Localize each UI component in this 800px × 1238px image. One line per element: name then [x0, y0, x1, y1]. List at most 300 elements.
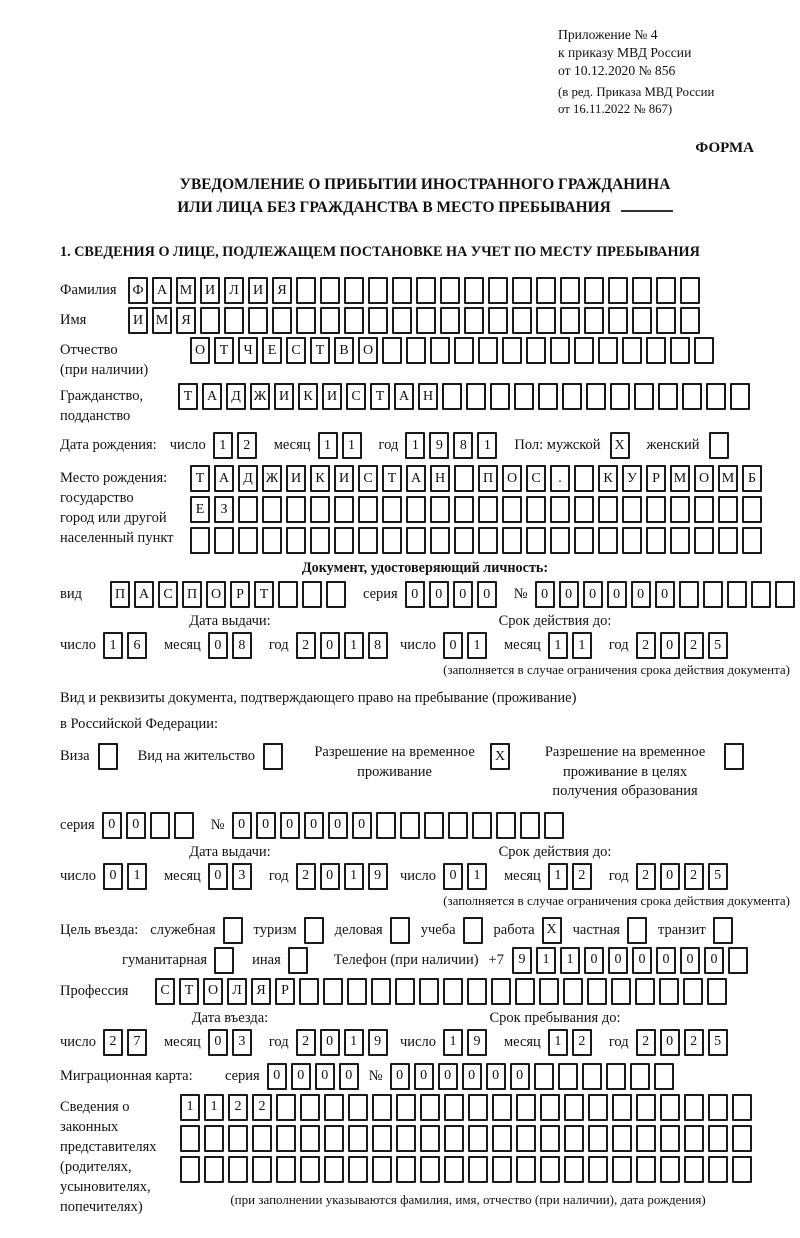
char-cell[interactable] — [684, 1125, 704, 1152]
char-cell[interactable]: 0 — [443, 632, 463, 659]
char-cell[interactable] — [558, 1063, 578, 1090]
char-cell[interactable] — [635, 978, 655, 1005]
char-cell[interactable]: 0 — [486, 1063, 506, 1090]
char-cell[interactable]: 1 — [344, 863, 364, 890]
char-cell[interactable]: К — [298, 383, 318, 410]
char-cell[interactable] — [420, 1156, 440, 1183]
char-cell[interactable] — [180, 1156, 200, 1183]
char-cell[interactable]: И — [286, 465, 306, 492]
char-cell[interactable] — [491, 978, 511, 1005]
char-cell[interactable] — [440, 277, 460, 304]
char-cell[interactable] — [588, 1094, 608, 1121]
char-cell[interactable] — [574, 465, 594, 492]
char-cell[interactable]: 0 — [390, 1063, 410, 1090]
char-cell[interactable]: 2 — [103, 1029, 123, 1056]
char-cell[interactable]: Ж — [250, 383, 270, 410]
checkbox-other[interactable] — [288, 947, 308, 974]
checkbox-temp-residence-edu[interactable] — [724, 743, 744, 770]
char-cell[interactable] — [646, 527, 666, 554]
char-cell[interactable] — [682, 383, 702, 410]
char-cell[interactable] — [467, 978, 487, 1005]
char-cell[interactable]: М — [670, 465, 690, 492]
char-cell[interactable]: 1 — [344, 1029, 364, 1056]
char-cell[interactable] — [454, 337, 474, 364]
char-cell[interactable] — [478, 496, 498, 523]
char-cell[interactable]: 8 — [368, 632, 388, 659]
char-cell[interactable] — [430, 337, 450, 364]
char-cell[interactable] — [454, 465, 474, 492]
char-cell[interactable] — [396, 1094, 416, 1121]
char-cell[interactable] — [492, 1094, 512, 1121]
char-cell[interactable] — [588, 1125, 608, 1152]
char-cell[interactable] — [416, 277, 436, 304]
char-cell[interactable] — [372, 1156, 392, 1183]
char-cell[interactable] — [472, 812, 492, 839]
char-cell[interactable] — [252, 1156, 272, 1183]
checkbox-official[interactable] — [223, 917, 243, 944]
char-cell[interactable]: Л — [224, 277, 244, 304]
char-cell[interactable] — [654, 1063, 674, 1090]
char-cell[interactable]: 0 — [632, 947, 652, 974]
char-cell[interactable] — [612, 1094, 632, 1121]
char-cell[interactable] — [622, 496, 642, 523]
char-cell[interactable]: П — [110, 581, 130, 608]
char-cell[interactable] — [444, 1125, 464, 1152]
char-cell[interactable] — [276, 1156, 296, 1183]
char-cell[interactable] — [660, 1125, 680, 1152]
checkbox-business[interactable] — [390, 917, 410, 944]
char-cell[interactable] — [564, 1156, 584, 1183]
char-cell[interactable] — [348, 1156, 368, 1183]
char-cell[interactable] — [440, 307, 460, 334]
char-cell[interactable]: Р — [646, 465, 666, 492]
char-cell[interactable] — [286, 496, 306, 523]
char-cell[interactable]: Т — [179, 978, 199, 1005]
char-cell[interactable] — [396, 1125, 416, 1152]
char-cell[interactable] — [430, 496, 450, 523]
char-cell[interactable]: 1 — [318, 432, 338, 459]
char-cell[interactable]: 7 — [127, 1029, 147, 1056]
char-cell[interactable] — [630, 1063, 650, 1090]
char-cell[interactable] — [296, 277, 316, 304]
char-cell[interactable]: 0 — [660, 632, 680, 659]
char-cell[interactable]: 0 — [583, 581, 603, 608]
char-cell[interactable] — [348, 1125, 368, 1152]
char-cell[interactable]: 0 — [680, 947, 700, 974]
char-cell[interactable] — [478, 337, 498, 364]
char-cell[interactable] — [324, 1125, 344, 1152]
char-cell[interactable]: 1 — [405, 432, 425, 459]
char-cell[interactable] — [534, 1063, 554, 1090]
char-cell[interactable] — [656, 307, 676, 334]
char-cell[interactable]: 0 — [584, 947, 604, 974]
char-cell[interactable] — [278, 581, 298, 608]
char-cell[interactable] — [324, 1094, 344, 1121]
char-cell[interactable] — [214, 527, 234, 554]
char-cell[interactable]: 0 — [631, 581, 651, 608]
checkbox-tourism[interactable] — [304, 917, 324, 944]
char-cell[interactable]: 1 — [204, 1094, 224, 1121]
char-cell[interactable]: 1 — [477, 432, 497, 459]
char-cell[interactable] — [296, 307, 316, 334]
char-cell[interactable] — [703, 581, 723, 608]
char-cell[interactable] — [636, 1094, 656, 1121]
char-cell[interactable] — [238, 496, 258, 523]
char-cell[interactable] — [606, 1063, 626, 1090]
char-cell[interactable]: 0 — [208, 1029, 228, 1056]
char-cell[interactable]: 2 — [636, 1029, 656, 1056]
checkbox-humanitarian[interactable] — [214, 947, 234, 974]
char-cell[interactable] — [574, 337, 594, 364]
char-cell[interactable] — [276, 1094, 296, 1121]
char-cell[interactable] — [300, 1125, 320, 1152]
char-cell[interactable]: 0 — [339, 1063, 359, 1090]
char-cell[interactable] — [490, 383, 510, 410]
char-cell[interactable]: 8 — [232, 632, 252, 659]
char-cell[interactable] — [502, 337, 522, 364]
char-cell[interactable]: 0 — [126, 812, 146, 839]
char-cell[interactable] — [708, 1094, 728, 1121]
char-cell[interactable] — [372, 1125, 392, 1152]
checkbox-private[interactable] — [627, 917, 647, 944]
char-cell[interactable]: 9 — [368, 1029, 388, 1056]
char-cell[interactable]: 0 — [352, 812, 372, 839]
char-cell[interactable]: А — [214, 465, 234, 492]
char-cell[interactable]: 5 — [708, 1029, 728, 1056]
char-cell[interactable]: И — [274, 383, 294, 410]
char-cell[interactable]: Т — [370, 383, 390, 410]
char-cell[interactable] — [358, 496, 378, 523]
char-cell[interactable] — [684, 1156, 704, 1183]
char-cell[interactable] — [396, 1156, 416, 1183]
char-cell[interactable] — [683, 978, 703, 1005]
char-cell[interactable]: 2 — [636, 863, 656, 890]
char-cell[interactable] — [224, 307, 244, 334]
char-cell[interactable]: 0 — [660, 1029, 680, 1056]
char-cell[interactable]: 0 — [655, 581, 675, 608]
char-cell[interactable] — [516, 1125, 536, 1152]
char-cell[interactable] — [382, 337, 402, 364]
char-cell[interactable]: 2 — [684, 863, 704, 890]
checkbox-residence-permit[interactable] — [263, 743, 283, 770]
char-cell[interactable]: С — [526, 465, 546, 492]
char-cell[interactable] — [694, 527, 714, 554]
char-cell[interactable] — [584, 307, 604, 334]
char-cell[interactable]: Н — [430, 465, 450, 492]
char-cell[interactable]: 2 — [296, 1029, 316, 1056]
char-cell[interactable] — [742, 496, 762, 523]
char-cell[interactable] — [730, 383, 750, 410]
char-cell[interactable] — [636, 1125, 656, 1152]
char-cell[interactable]: 2 — [252, 1094, 272, 1121]
char-cell[interactable] — [174, 812, 194, 839]
char-cell[interactable]: 1 — [560, 947, 580, 974]
char-cell[interactable]: 1 — [180, 1094, 200, 1121]
char-cell[interactable] — [611, 978, 631, 1005]
char-cell[interactable]: 0 — [559, 581, 579, 608]
char-cell[interactable] — [660, 1156, 680, 1183]
char-cell[interactable]: И — [334, 465, 354, 492]
char-cell[interactable]: 6 — [127, 632, 147, 659]
char-cell[interactable]: 0 — [320, 1029, 340, 1056]
char-cell[interactable] — [326, 581, 346, 608]
char-cell[interactable] — [502, 496, 522, 523]
char-cell[interactable]: . — [550, 465, 570, 492]
char-cell[interactable] — [610, 383, 630, 410]
char-cell[interactable]: 0 — [477, 581, 497, 608]
char-cell[interactable] — [550, 337, 570, 364]
char-cell[interactable] — [302, 581, 322, 608]
char-cell[interactable] — [582, 1063, 602, 1090]
char-cell[interactable] — [492, 1156, 512, 1183]
char-cell[interactable]: А — [134, 581, 154, 608]
char-cell[interactable] — [684, 1094, 704, 1121]
char-cell[interactable]: А — [394, 383, 414, 410]
char-cell[interactable] — [276, 1125, 296, 1152]
char-cell[interactable] — [448, 812, 468, 839]
char-cell[interactable]: 0 — [443, 863, 463, 890]
char-cell[interactable]: 0 — [462, 1063, 482, 1090]
char-cell[interactable]: М — [152, 307, 172, 334]
char-cell[interactable] — [150, 812, 170, 839]
char-cell[interactable] — [502, 527, 522, 554]
char-cell[interactable] — [732, 1094, 752, 1121]
char-cell[interactable] — [358, 527, 378, 554]
char-cell[interactable] — [454, 496, 474, 523]
char-cell[interactable] — [694, 337, 714, 364]
char-cell[interactable] — [200, 307, 220, 334]
char-cell[interactable] — [320, 307, 340, 334]
char-cell[interactable] — [550, 496, 570, 523]
char-cell[interactable]: 0 — [267, 1063, 287, 1090]
char-cell[interactable] — [574, 527, 594, 554]
char-cell[interactable]: 5 — [708, 632, 728, 659]
char-cell[interactable]: 2 — [572, 863, 592, 890]
char-cell[interactable]: З — [214, 496, 234, 523]
char-cell[interactable]: И — [128, 307, 148, 334]
char-cell[interactable] — [371, 978, 391, 1005]
char-cell[interactable]: Т — [254, 581, 274, 608]
char-cell[interactable] — [608, 277, 628, 304]
char-cell[interactable]: 0 — [320, 632, 340, 659]
char-cell[interactable]: С — [158, 581, 178, 608]
char-cell[interactable] — [550, 527, 570, 554]
char-cell[interactable]: 0 — [315, 1063, 335, 1090]
char-cell[interactable] — [454, 527, 474, 554]
char-cell[interactable]: Л — [227, 978, 247, 1005]
char-cell[interactable] — [382, 527, 402, 554]
char-cell[interactable] — [656, 277, 676, 304]
char-cell[interactable]: 1 — [548, 632, 568, 659]
char-cell[interactable]: С — [155, 978, 175, 1005]
checkbox-male[interactable]: X — [610, 432, 630, 459]
char-cell[interactable]: Е — [262, 337, 282, 364]
char-cell[interactable] — [310, 496, 330, 523]
char-cell[interactable] — [320, 277, 340, 304]
char-cell[interactable] — [540, 1156, 560, 1183]
char-cell[interactable]: К — [310, 465, 330, 492]
char-cell[interactable]: 5 — [708, 863, 728, 890]
char-cell[interactable] — [204, 1156, 224, 1183]
char-cell[interactable]: 2 — [296, 863, 316, 890]
char-cell[interactable]: Ф — [128, 277, 148, 304]
char-cell[interactable] — [468, 1156, 488, 1183]
char-cell[interactable] — [574, 496, 594, 523]
char-cell[interactable]: 1 — [548, 1029, 568, 1056]
char-cell[interactable] — [679, 581, 699, 608]
char-cell[interactable]: 0 — [535, 581, 555, 608]
char-cell[interactable] — [775, 581, 795, 608]
char-cell[interactable]: А — [202, 383, 222, 410]
char-cell[interactable] — [670, 496, 690, 523]
char-cell[interactable]: 0 — [304, 812, 324, 839]
char-cell[interactable] — [406, 527, 426, 554]
char-cell[interactable]: 2 — [237, 432, 257, 459]
char-cell[interactable] — [659, 978, 679, 1005]
char-cell[interactable] — [694, 496, 714, 523]
char-cell[interactable] — [466, 383, 486, 410]
char-cell[interactable]: О — [358, 337, 378, 364]
char-cell[interactable]: В — [334, 337, 354, 364]
char-cell[interactable] — [727, 581, 747, 608]
char-cell[interactable] — [536, 307, 556, 334]
char-cell[interactable] — [598, 496, 618, 523]
char-cell[interactable]: Ж — [262, 465, 282, 492]
char-cell[interactable] — [492, 1125, 512, 1152]
char-cell[interactable] — [395, 978, 415, 1005]
char-cell[interactable]: 1 — [467, 863, 487, 890]
char-cell[interactable] — [368, 277, 388, 304]
char-cell[interactable]: 9 — [429, 432, 449, 459]
char-cell[interactable] — [442, 383, 462, 410]
char-cell[interactable] — [598, 337, 618, 364]
char-cell[interactable] — [430, 527, 450, 554]
char-cell[interactable] — [708, 1125, 728, 1152]
char-cell[interactable]: 2 — [296, 632, 316, 659]
char-cell[interactable]: 0 — [256, 812, 276, 839]
char-cell[interactable] — [718, 496, 738, 523]
char-cell[interactable] — [382, 496, 402, 523]
char-cell[interactable]: 0 — [405, 581, 425, 608]
char-cell[interactable] — [286, 527, 306, 554]
char-cell[interactable]: Н — [418, 383, 438, 410]
char-cell[interactable] — [376, 812, 396, 839]
char-cell[interactable] — [526, 496, 546, 523]
char-cell[interactable] — [680, 277, 700, 304]
char-cell[interactable] — [228, 1156, 248, 1183]
char-cell[interactable]: О — [694, 465, 714, 492]
char-cell[interactable]: Т — [178, 383, 198, 410]
char-cell[interactable]: И — [322, 383, 342, 410]
char-cell[interactable]: У — [622, 465, 642, 492]
char-cell[interactable] — [347, 978, 367, 1005]
char-cell[interactable]: 0 — [103, 863, 123, 890]
char-cell[interactable]: 9 — [467, 1029, 487, 1056]
char-cell[interactable] — [488, 307, 508, 334]
char-cell[interactable] — [742, 527, 762, 554]
char-cell[interactable]: 1 — [344, 632, 364, 659]
char-cell[interactable] — [464, 277, 484, 304]
char-cell[interactable] — [540, 1125, 560, 1152]
char-cell[interactable]: 0 — [607, 581, 627, 608]
char-cell[interactable]: О — [206, 581, 226, 608]
char-cell[interactable] — [310, 527, 330, 554]
checkbox-work[interactable]: X — [542, 917, 562, 944]
char-cell[interactable] — [636, 1156, 656, 1183]
char-cell[interactable] — [560, 277, 580, 304]
char-cell[interactable] — [444, 1094, 464, 1121]
char-cell[interactable]: 0 — [102, 812, 122, 839]
char-cell[interactable]: 9 — [512, 947, 532, 974]
char-cell[interactable] — [478, 527, 498, 554]
char-cell[interactable] — [586, 383, 606, 410]
char-cell[interactable]: И — [248, 277, 268, 304]
char-cell[interactable] — [544, 812, 564, 839]
char-cell[interactable] — [238, 527, 258, 554]
char-cell[interactable]: 0 — [414, 1063, 434, 1090]
char-cell[interactable] — [539, 978, 559, 1005]
char-cell[interactable]: Е — [190, 496, 210, 523]
char-cell[interactable] — [732, 1156, 752, 1183]
char-cell[interactable] — [515, 978, 535, 1005]
char-cell[interactable] — [204, 1125, 224, 1152]
char-cell[interactable] — [670, 337, 690, 364]
char-cell[interactable] — [406, 496, 426, 523]
char-cell[interactable]: Б — [742, 465, 762, 492]
char-cell[interactable]: 0 — [280, 812, 300, 839]
char-cell[interactable] — [708, 1156, 728, 1183]
char-cell[interactable] — [526, 337, 546, 364]
char-cell[interactable]: Д — [238, 465, 258, 492]
char-cell[interactable] — [443, 978, 463, 1005]
char-cell[interactable]: С — [286, 337, 306, 364]
char-cell[interactable] — [300, 1156, 320, 1183]
char-cell[interactable]: 0 — [704, 947, 724, 974]
char-cell[interactable]: Р — [230, 581, 250, 608]
char-cell[interactable]: 0 — [232, 812, 252, 839]
char-cell[interactable] — [632, 277, 652, 304]
char-cell[interactable]: А — [152, 277, 172, 304]
char-cell[interactable] — [632, 307, 652, 334]
char-cell[interactable] — [634, 383, 654, 410]
char-cell[interactable] — [424, 812, 444, 839]
char-cell[interactable]: 1 — [443, 1029, 463, 1056]
char-cell[interactable] — [368, 307, 388, 334]
char-cell[interactable] — [262, 496, 282, 523]
char-cell[interactable] — [751, 581, 771, 608]
char-cell[interactable] — [334, 527, 354, 554]
char-cell[interactable]: О — [190, 337, 210, 364]
char-cell[interactable] — [564, 1094, 584, 1121]
char-cell[interactable] — [372, 1094, 392, 1121]
char-cell[interactable] — [464, 307, 484, 334]
char-cell[interactable] — [496, 812, 516, 839]
char-cell[interactable] — [488, 277, 508, 304]
char-cell[interactable]: 8 — [453, 432, 473, 459]
char-cell[interactable] — [272, 307, 292, 334]
char-cell[interactable] — [660, 1094, 680, 1121]
char-cell[interactable] — [608, 307, 628, 334]
char-cell[interactable]: С — [346, 383, 366, 410]
char-cell[interactable]: 0 — [208, 632, 228, 659]
char-cell[interactable] — [444, 1156, 464, 1183]
char-cell[interactable] — [512, 277, 532, 304]
char-cell[interactable]: Т — [310, 337, 330, 364]
char-cell[interactable] — [538, 383, 558, 410]
char-cell[interactable]: О — [203, 978, 223, 1005]
char-cell[interactable]: 1 — [103, 632, 123, 659]
char-cell[interactable]: 0 — [320, 863, 340, 890]
